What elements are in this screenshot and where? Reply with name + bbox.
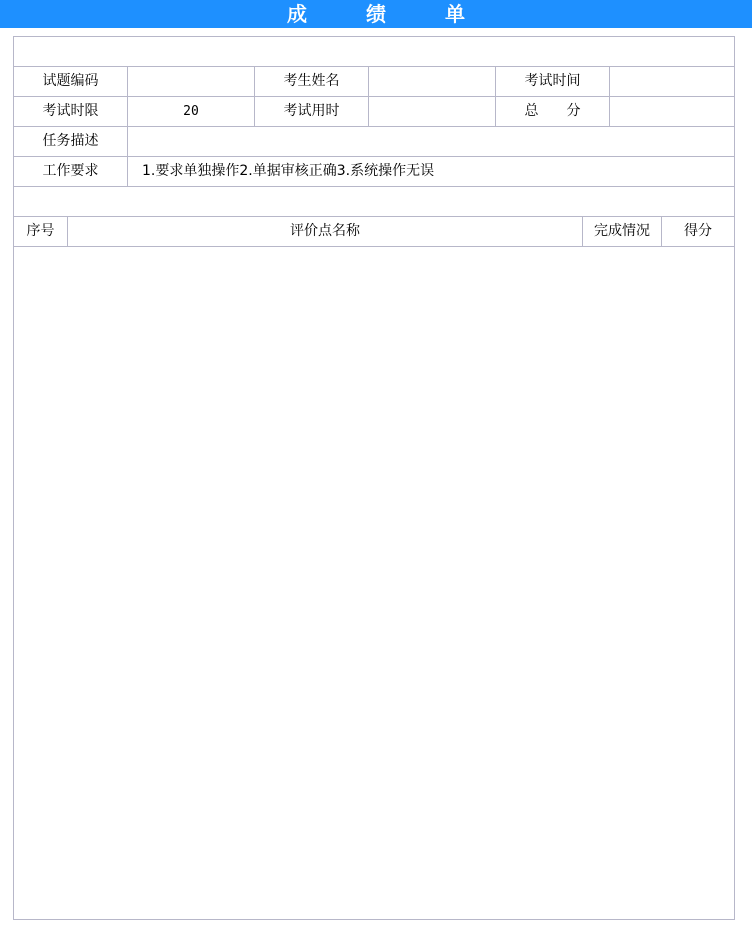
- completion-status-column-header: 完成情况: [583, 217, 662, 246]
- total-score-label: 总 分: [496, 97, 610, 126]
- exam-time-value: [610, 67, 734, 96]
- work-requirements-label: 工作要求: [14, 157, 128, 186]
- score-column-header: 得分: [684, 223, 712, 239]
- blank-header-row: [14, 37, 734, 67]
- question-code-label: 试题编码: [14, 67, 128, 96]
- score-sheet-frame: [13, 36, 735, 920]
- task-description-label: 任务描述: [14, 127, 128, 156]
- info-row-4: [14, 157, 734, 187]
- question-code-value: [128, 67, 255, 96]
- total-score-value: [610, 97, 734, 126]
- time-used-label: 考试用时: [255, 97, 369, 126]
- info-row-3: [14, 127, 734, 157]
- task-description-value: [128, 127, 734, 156]
- info-row-1: [14, 67, 734, 97]
- time-limit-value: 20: [128, 97, 255, 126]
- seq-column-header: 序号: [14, 217, 68, 246]
- student-name-label: 考生姓名: [255, 67, 369, 96]
- score-sheet-title: 成 绩 单: [0, 0, 752, 28]
- work-requirements-value: 1.要求单独操作2.单据审核正确3.系统操作无误: [142, 163, 435, 179]
- eval-point-name-column-header: 评价点名称: [68, 217, 583, 246]
- time-used-value: [369, 97, 496, 126]
- exam-time-label: 考试时间: [496, 67, 610, 96]
- time-limit-label: 考试时限: [14, 97, 128, 126]
- info-row-2: [14, 97, 734, 127]
- eval-table-body: [14, 247, 734, 919]
- spacer-row: [14, 187, 734, 217]
- student-name-value: [369, 67, 496, 96]
- eval-table-header: [14, 217, 734, 247]
